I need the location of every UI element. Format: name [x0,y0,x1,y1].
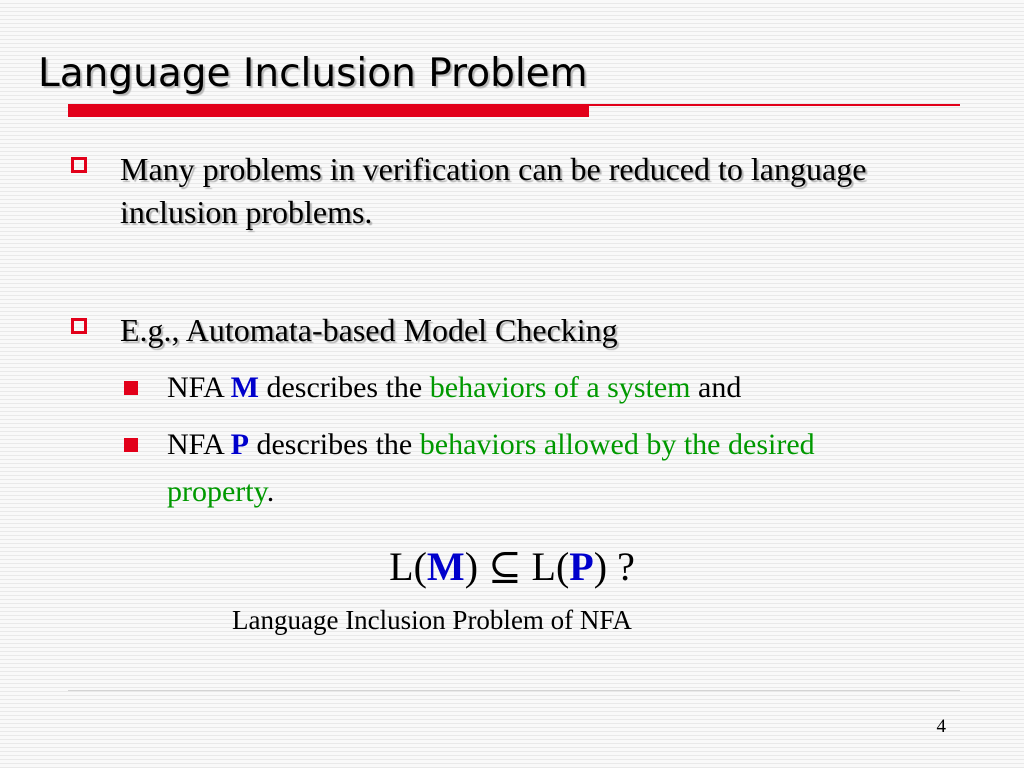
suffix-text: and [690,371,742,404]
formula-variable-p: P [569,544,594,589]
highlight-text: behaviors allowed by the desired property [167,428,815,508]
sub-bullet-text [167,364,964,411]
formula-question-mark: ? [617,544,635,589]
describes-text: describes the [248,428,420,461]
formula-variable-m: M [426,544,465,589]
formula-caption: Language Inclusion Problem of NFA [232,605,632,635]
suffix-text: . [266,475,275,508]
variable-m: M [230,371,259,404]
slide-title: Language Inclusion Problem [38,51,588,96]
filled-square-bullet-icon [124,381,138,395]
inclusion-formula [0,540,1024,594]
bullet-item-2 [71,309,921,352]
sub-bullet-item-2 [124,421,924,515]
highlight-text: behaviors of a system [429,371,691,404]
bullet-item-1 [71,148,921,234]
hollow-square-bullet-icon [71,157,87,173]
formula-left-open: L( [389,544,427,589]
bullet-text: E.g., Automata-based Model Checking [120,312,618,348]
filled-square-bullet-icon [124,438,138,452]
title-underline-thin [589,104,960,106]
page-number: 4 [936,716,946,737]
formula-right-close: ) [593,544,608,589]
formula-left-close: ) [464,544,479,589]
sub-bullet-item-1 [124,364,964,411]
bullet-text: Many problems in verification can be reduced to language inclusion problems. [120,151,867,230]
hollow-square-bullet-icon [71,318,87,334]
formula-right-open: L( [531,544,570,589]
sub-bullet-text [167,421,924,515]
title-underline-thick [68,104,589,117]
subset-symbol-icon: ⊆ [488,544,522,589]
nfa-prefix: NFA [167,371,231,404]
footer-divider [68,690,960,691]
nfa-prefix: NFA [167,428,231,461]
variable-p: P [230,428,249,461]
describes-text: describes the [258,371,430,404]
